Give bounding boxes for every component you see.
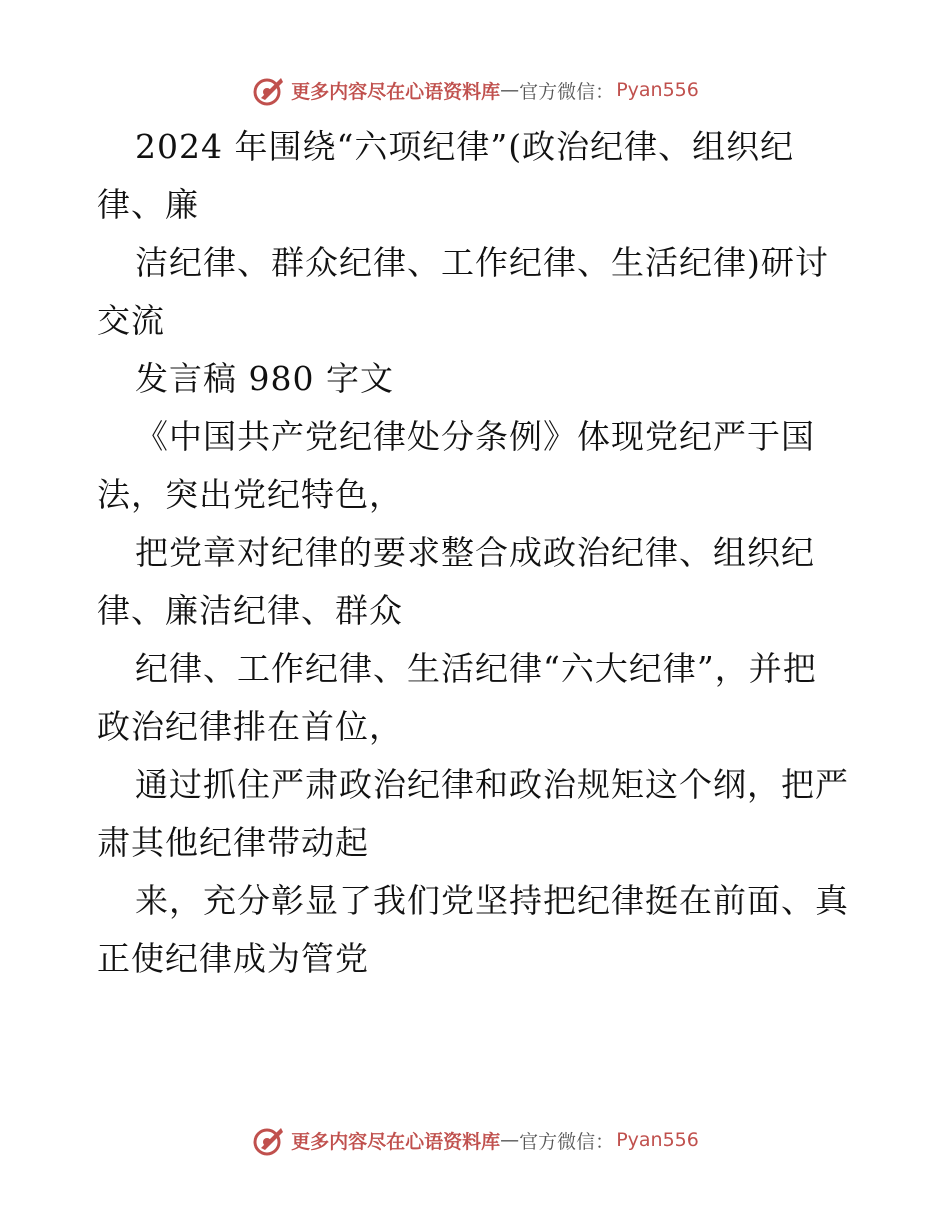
body-line: 律、廉 xyxy=(97,185,199,224)
body-line: 纪律、工作纪律、生活纪律“六大纪律”，并把 xyxy=(135,649,817,688)
watermark-label: 官方微信： xyxy=(519,80,615,103)
body-line: 洁纪律、群众纪律、工作纪律、生活纪律)研讨 xyxy=(135,243,829,282)
quill-logo-icon xyxy=(251,72,287,108)
body-line: 律、廉洁纪律、群众 xyxy=(97,591,403,630)
header-watermark xyxy=(0,70,950,110)
body-line: 通过抓住严肃政治纪律和政治规矩这个纲，把严 xyxy=(135,765,849,804)
watermark-label: 官方微信： xyxy=(519,1130,615,1153)
watermark-text: 更多内容尽在心语资料库 xyxy=(291,80,501,103)
footer-watermark xyxy=(0,1120,950,1160)
watermark-dash: — xyxy=(500,1129,520,1151)
body-line: 正使纪律成为管党 xyxy=(97,939,369,978)
body-line: 发言稿 980 字文 xyxy=(135,359,394,398)
body-line: 政治纪律排在首位， xyxy=(97,707,403,746)
body-line: 把党章对纪律的要求整合成政治纪律、组织纪 xyxy=(135,533,815,572)
body-line: 2024 年围绕“六项纪律”(政治纪律、组织纪 xyxy=(135,127,795,166)
quill-logo-icon xyxy=(251,1122,287,1158)
body-line: 法，突出党纪特色， xyxy=(97,475,403,514)
body-line: 来，充分彰显了我们党坚持把纪律挺在前面、真 xyxy=(135,881,849,920)
body-line: 肃其他纪律带动起 xyxy=(97,823,369,862)
body-line: 交流 xyxy=(97,301,165,340)
watermark-account: Pyan556 xyxy=(616,1129,699,1151)
body-line: 《中国共产党纪律处分条例》体现党纪严于国 xyxy=(135,417,815,456)
watermark-text: 更多内容尽在心语资料库 xyxy=(291,1130,501,1153)
document-body xyxy=(97,118,857,988)
watermark-account: Pyan556 xyxy=(616,79,699,101)
watermark-dash: — xyxy=(500,79,520,101)
